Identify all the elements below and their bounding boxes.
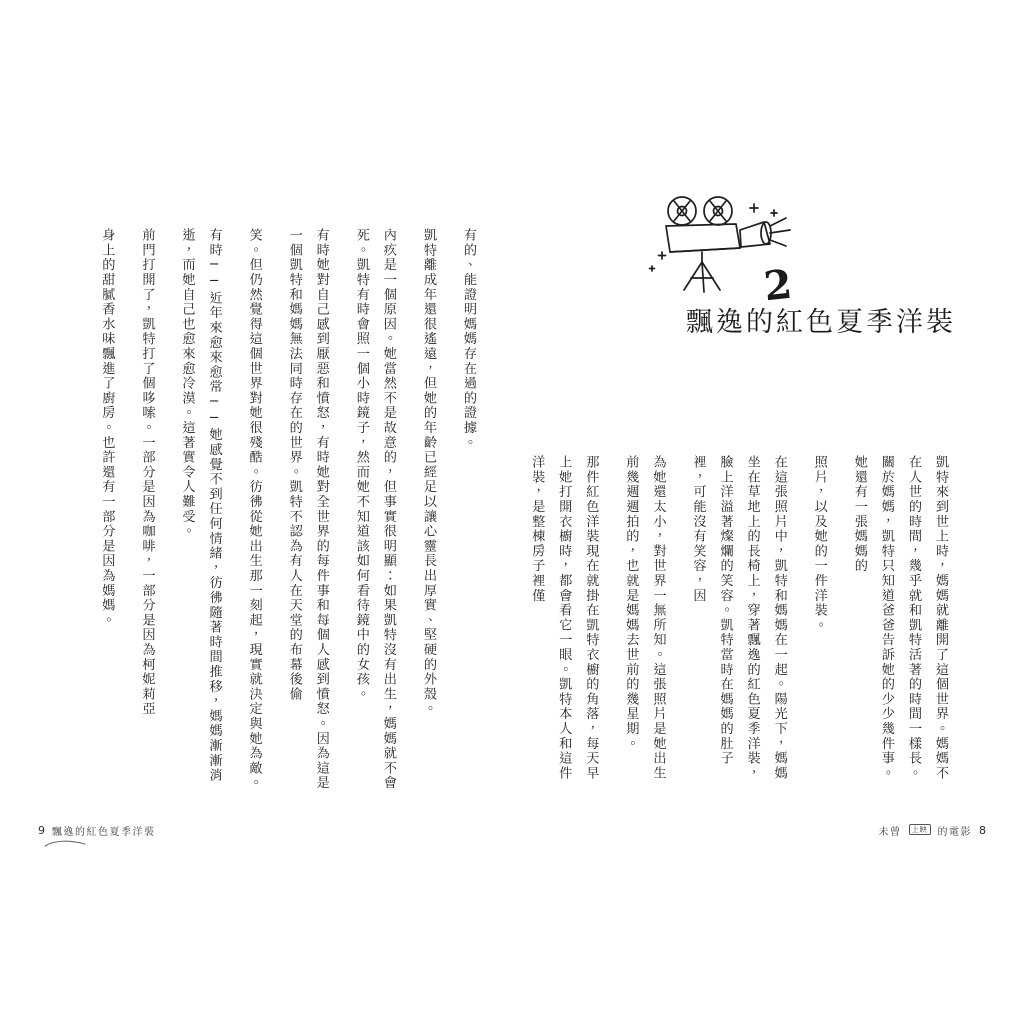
text-column: 照片，以及她的一件洋裝。	[811, 455, 827, 633]
footer-book-title-prefix: 未曾	[878, 827, 902, 838]
movie-projector-illustration	[644, 190, 824, 300]
text-column: 在這張照片中，凱特和媽媽在一起。陽光下，媽媽坐在草地上的長椅上，穿著飄逸的紅色夏季洋裝，臉上洋溢著燦爛的笑容。凱特當時在媽媽的肚子裡，可能沒有笑容，因	[690, 455, 787, 781]
left-page-body	[80, 228, 482, 798]
text-column: 凱特離成年還很遙遠，但她的年齡已經足以讓心靈長出厚實、堅硬的外殼。	[420, 228, 436, 717]
page-number: 9	[38, 824, 45, 837]
footer-book-title-suffix: 的電影	[937, 827, 972, 838]
text-column: 為她還太小，對世界一無所知。這張照片是她出生前幾週週拍的，也就是媽媽去世前的幾星期。	[623, 455, 666, 781]
footer-left	[38, 823, 156, 838]
footer-book-title-badge: 上映	[909, 824, 931, 835]
chapter-number: 2	[761, 260, 795, 311]
footer-right	[879, 823, 987, 838]
text-column: 內疚是一個原因。她當然不是故意的，但事實很明顯：如果凱特沒有出生，媽媽就不會死。凱特有時會照一個小時鏡子，然而她不知道該如何看待鏡中的女孩。	[353, 228, 396, 791]
text-column: 笑。但仍然覺得這個世界對她很殘酷。彷彿從她出生那一刻起，現實就決定與她為敵。	[246, 228, 262, 791]
text-column: 有時她對自己感到厭惡和憤怒，有時她對全世界的每件事和每個人感到憤怒。因為這是一個凱特和媽媽無法同時存在的世界。凱特不認為有人在天堂的布幕後偷	[286, 228, 329, 791]
chapter-title: 飄逸的紅色夏季洋裝	[686, 307, 956, 338]
page-right	[512, 0, 1024, 1024]
text-column: 身上的甜膩香水味飄進了廚房。也許還有一部分是因為媽媽。	[99, 228, 115, 628]
text-column: 前門打開了，凱特打了個哆嗦。一部分是因為咖啡，一部分是因為柯妮莉亞	[139, 228, 155, 717]
right-page-body	[510, 455, 954, 795]
footer-chapter-title: 飄逸的紅色夏季洋裝	[52, 827, 156, 838]
footer-swoosh-decoration	[44, 839, 86, 848]
text-column: 凱特來到世上時，媽媽就離開了這個世界。媽媽不在人世的時間，幾乎就和凱特活著的時間一樣長。關於媽媽，凱特只知道爸爸告訴她的少少幾件事。她還有一張媽媽的	[851, 455, 948, 781]
page-number: 8	[979, 824, 986, 837]
text-column: 有的、能證明媽媽存在過的證據。	[461, 228, 476, 450]
text-column: 那件紅色洋裝現在就掛在凱特衣櫥的角落，每天早上她打開衣櫥時，都會看它一眼。凱特本人和這件洋裝，是整棟房子裡僅	[529, 455, 599, 781]
text-column: 有時──近年來愈來愈常──她感覺不到任何情緒，彷彿隨著時間推移，媽媽漸漸消逝，而她自己也愈來愈冷漠。這著實令人難受。	[179, 228, 222, 783]
